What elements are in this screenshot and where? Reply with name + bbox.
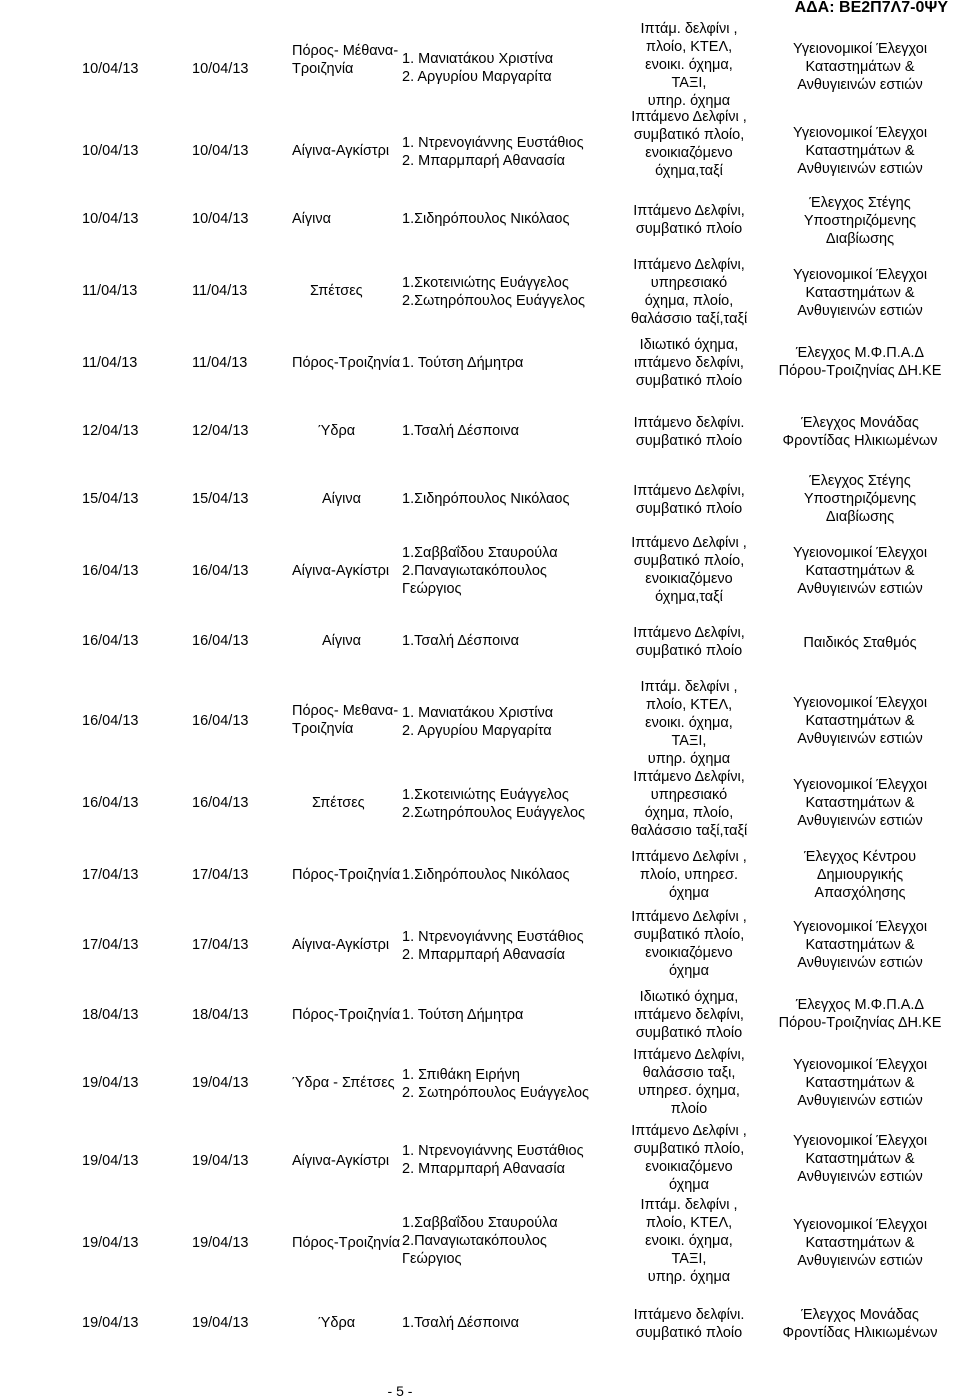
area bbox=[292, 1006, 402, 1024]
cell-line: Υγειονομικοί Έλεγχοι bbox=[792, 545, 928, 561]
date-to: 16/04/13 bbox=[192, 713, 249, 729]
cell-line: Ιπτάμ. δελφίνι , bbox=[640, 1197, 738, 1213]
date-to: 10/04/13 bbox=[192, 61, 249, 77]
inspection-type bbox=[762, 1132, 958, 1186]
area bbox=[292, 210, 402, 228]
cell-line: 2. Σωτηρόπουλος Ευάγγελος bbox=[402, 1085, 590, 1101]
cell-line: Ιπτάμενο Δελφίνι , bbox=[631, 535, 747, 551]
cell-line: συμβατικό πλοίο bbox=[635, 221, 743, 237]
cell-line: Καταστημάτων & bbox=[805, 1075, 915, 1091]
date-from: 19/04/13 bbox=[82, 1153, 139, 1169]
transport-means bbox=[620, 202, 758, 238]
cell-line: πλοίο, ΚΤΕΛ, bbox=[645, 697, 733, 713]
cell-line: ενοικι. όχημα, bbox=[645, 715, 733, 731]
cell-line: συμβατικό πλοίο bbox=[635, 643, 743, 659]
cell-line: ενοικιαζόμενο bbox=[645, 1159, 733, 1175]
cell-line: ΤΑΞΙ, bbox=[671, 1251, 707, 1267]
cell-line: Πόρος-Τροιζηνία bbox=[292, 355, 401, 371]
cell-line: 1. Τούτση Δήμητρα bbox=[402, 355, 524, 371]
cell-line: Υγειονομικοί Έλεγχοι bbox=[792, 41, 928, 57]
date-to: 17/04/13 bbox=[192, 937, 249, 953]
inspectors bbox=[402, 210, 624, 228]
cell-line: Ανθυγιεινών εστιών bbox=[797, 813, 923, 829]
cell-line: Καταστημάτων & bbox=[805, 143, 915, 159]
cell-line: Τροιζηνία bbox=[292, 61, 354, 77]
table-row bbox=[0, 534, 960, 608]
table-row bbox=[0, 1046, 960, 1120]
cell-line: ιπτάμενο δελφίνι, bbox=[634, 1007, 744, 1023]
cell-line: Ανθυγιεινών εστιών bbox=[797, 1253, 923, 1269]
cell-line: συμβατικό πλοίο bbox=[635, 1025, 743, 1041]
cell-line: υπηρ. όχημα bbox=[647, 1269, 731, 1285]
cell-line: όχημα,ταξί bbox=[655, 163, 723, 179]
cell-line: ενοικι. όχημα, bbox=[645, 1233, 733, 1249]
ada-code: ΑΔΑ: ΒΕ2Π7Λ7-0ΨΥ bbox=[794, 0, 948, 16]
cell-line: Υγειονομικοί Έλεγχοι bbox=[792, 1133, 928, 1149]
date-to: 19/04/13 bbox=[192, 1315, 249, 1331]
inspectors bbox=[402, 1214, 624, 1268]
date-to: 16/04/13 bbox=[192, 795, 249, 811]
cell-line: συμβατικό πλοίο, bbox=[633, 1141, 745, 1157]
transport-means bbox=[620, 482, 758, 518]
date-to: 19/04/13 bbox=[192, 1153, 249, 1169]
inspectors bbox=[402, 786, 624, 822]
cell-line: Διαβίωσης bbox=[825, 231, 895, 247]
cell-line: 1.Σαββαΐδου Σταυρούλα bbox=[402, 545, 558, 561]
date-to: 11/04/13 bbox=[192, 283, 248, 299]
table-row bbox=[0, 336, 960, 396]
cell-line: Ύδρα - Σπέτσες bbox=[292, 1075, 395, 1091]
table-row bbox=[0, 472, 960, 528]
cell-line: πλοίο, υπηρεσ. bbox=[639, 867, 739, 883]
cell-line: 1. Ντρενογιάννης Ευστάθιος bbox=[402, 1143, 584, 1159]
date-to: 12/04/13 bbox=[192, 423, 249, 439]
inspectors bbox=[402, 274, 624, 310]
cell-line: 1. Μανιατάκου Χριστίνα bbox=[402, 51, 554, 67]
date-to: 19/04/13 bbox=[192, 1235, 249, 1251]
inspectors bbox=[402, 544, 624, 598]
cell-line: 1.Σαββαΐδου Σταυρούλα bbox=[402, 1215, 558, 1231]
inspection-type bbox=[762, 918, 958, 972]
inspectors bbox=[402, 866, 624, 884]
cell-line: Απασχόλησης bbox=[814, 885, 906, 901]
cell-line: Ανθυγιεινών εστιών bbox=[797, 77, 923, 93]
cell-line: Πόρος- Μεθανα- bbox=[292, 703, 399, 719]
table-row bbox=[0, 1122, 960, 1196]
cell-line: Γεώργιος bbox=[402, 581, 462, 597]
area bbox=[292, 354, 402, 372]
cell-line: ενοικιαζόμενο bbox=[645, 945, 733, 961]
cell-line: θαλάσσιο ταξί,ταξί bbox=[630, 823, 748, 839]
transport-means bbox=[620, 624, 758, 660]
cell-line: Ανθυγιεινών εστιών bbox=[797, 1169, 923, 1185]
cell-line: υπηρεσ. όχημα, bbox=[638, 1083, 740, 1099]
area bbox=[292, 142, 402, 160]
cell-line: Αίγινα-Αγκίστρι bbox=[292, 1153, 390, 1169]
cell-line: Φροντίδας Ηλικιωμένων bbox=[782, 433, 938, 449]
inspectors bbox=[402, 422, 624, 440]
inspection-type bbox=[762, 1306, 958, 1342]
transport-means bbox=[620, 988, 758, 1042]
cell-line: Πόρου-Τροιζηνίας ΔΗ.ΚΕ bbox=[778, 363, 942, 379]
cell-line: Σπέτσες bbox=[312, 795, 365, 811]
date-from: 16/04/13 bbox=[82, 563, 139, 579]
area bbox=[292, 1152, 402, 1170]
cell-line: 2. Αργυρίου Μαργαρίτα bbox=[402, 723, 552, 739]
cell-line: Πόρου-Τροιζηνίας ΔΗ.ΚΕ bbox=[778, 1015, 942, 1031]
cell-line: Έλεγχος Μονάδας bbox=[801, 415, 919, 431]
cell-line: Ανθυγιεινών εστιών bbox=[797, 1093, 923, 1109]
cell-line: 2. Αργυρίου Μαργαρίτα bbox=[402, 69, 552, 85]
inspectors bbox=[402, 632, 624, 650]
date-to: 19/04/13 bbox=[192, 1075, 249, 1091]
area bbox=[292, 936, 402, 954]
inspectors bbox=[402, 490, 624, 508]
cell-line: ενοικι. όχημα, bbox=[645, 57, 733, 73]
table-row bbox=[0, 256, 960, 334]
inspection-type bbox=[762, 634, 958, 652]
inspection-type bbox=[762, 1056, 958, 1110]
cell-line: 1.Σιδηρόπουλος Νικόλαος bbox=[402, 867, 570, 883]
cell-line: συμβατικό πλοίο bbox=[635, 433, 743, 449]
cell-line: Ιπτάμενο δελφίνι. bbox=[633, 1307, 745, 1323]
cell-line: Διαβίωσης bbox=[825, 509, 895, 525]
area bbox=[292, 1234, 402, 1252]
cell-line: Έλεγχος Κέντρου bbox=[804, 849, 916, 865]
cell-line: Καταστημάτων & bbox=[805, 563, 915, 579]
cell-line: 2.Σωτηρόπουλος Ευάγγελος bbox=[402, 805, 586, 821]
date-to: 10/04/13 bbox=[192, 143, 249, 159]
date-from: 11/04/13 bbox=[82, 355, 138, 371]
date-from: 12/04/13 bbox=[82, 423, 139, 439]
cell-line: Ύδρα bbox=[318, 423, 356, 439]
table-row bbox=[0, 622, 960, 662]
cell-line: ιπτάμενο δελφίνι, bbox=[634, 355, 744, 371]
date-from: 19/04/13 bbox=[82, 1075, 139, 1091]
date-from: 10/04/13 bbox=[82, 143, 139, 159]
cell-line: Ύδρα bbox=[318, 1315, 356, 1331]
cell-line: Καταστημάτων & bbox=[805, 937, 915, 953]
cell-line: Έλεγχος Μ.Φ.Π.Α.Δ bbox=[795, 345, 925, 361]
cell-line: 1.Σιδηρόπουλος Νικόλαος bbox=[402, 211, 570, 227]
date-from: 16/04/13 bbox=[82, 795, 139, 811]
cell-line: Αίγινα bbox=[292, 211, 331, 227]
cell-line: Αίγινα-Αγκίστρι bbox=[292, 563, 390, 579]
cell-line: υπηρεσιακό bbox=[650, 787, 728, 803]
cell-line: ενοικιαζόμενο bbox=[645, 145, 733, 161]
table-row bbox=[0, 108, 960, 188]
cell-line: Ανθυγιεινών εστιών bbox=[797, 581, 923, 597]
cell-line: Ιπτάμενο Δελφίνι, bbox=[633, 625, 745, 641]
date-to: 18/04/13 bbox=[192, 1007, 249, 1023]
area bbox=[292, 562, 402, 580]
date-to: 10/04/13 bbox=[192, 211, 249, 227]
cell-line: 1.Τσαλή Δέσποινα bbox=[402, 1315, 520, 1331]
date-to: 15/04/13 bbox=[192, 491, 249, 507]
inspection-type bbox=[762, 1216, 958, 1270]
cell-line: 2.Παναγιωτακόπουλος bbox=[402, 1233, 547, 1249]
cell-line: πλοίο, ΚΤΕΛ, bbox=[645, 1215, 733, 1231]
cell-line: συμβατικό πλοίο, bbox=[633, 927, 745, 943]
cell-line: 1.Σιδηρόπουλος Νικόλαος bbox=[402, 491, 570, 507]
inspection-type bbox=[762, 472, 958, 526]
cell-line: 1.Τσαλή Δέσποινα bbox=[402, 423, 520, 439]
inspection-type bbox=[762, 414, 958, 450]
cell-line: Υποστηριζόμενης bbox=[803, 213, 917, 229]
cell-line: 1.Σκοτεινιώτης Ευάγγελος bbox=[402, 787, 569, 803]
table-row bbox=[0, 1304, 960, 1344]
cell-line: Καταστημάτων & bbox=[805, 1151, 915, 1167]
cell-line: υπηρ. όχημα bbox=[647, 93, 731, 109]
inspectors bbox=[402, 1006, 624, 1024]
cell-line: Υποστηριζόμενης bbox=[803, 491, 917, 507]
cell-line: συμβατικό πλοίο bbox=[635, 373, 743, 389]
cell-line: Έλεγχος Μ.Φ.Π.Α.Δ bbox=[795, 997, 925, 1013]
cell-line: Ιπτάμενο Δελφίνι , bbox=[631, 109, 747, 125]
date-from: 10/04/13 bbox=[82, 211, 139, 227]
cell-line: Σπέτσες bbox=[310, 283, 363, 299]
cell-line: Πόρος- Μέθανα- bbox=[292, 43, 399, 59]
cell-line: 1. Σπιθάκη Ειρήνη bbox=[402, 1067, 520, 1083]
transport-means bbox=[620, 414, 758, 450]
cell-line: Αίγινα-Αγκίστρι bbox=[292, 143, 390, 159]
cell-line: 2.Παναγιωτακόπουλος bbox=[402, 563, 547, 579]
inspection-type bbox=[762, 266, 958, 320]
cell-line: Πόρος-Τροιζηνία bbox=[292, 1235, 401, 1251]
cell-line: Υγειονομικοί Έλεγχοι bbox=[792, 1057, 928, 1073]
inspection-type bbox=[762, 694, 958, 748]
transport-means bbox=[620, 1306, 758, 1342]
date-from: 18/04/13 bbox=[82, 1007, 139, 1023]
cell-line: Αίγινα bbox=[322, 491, 361, 507]
date-from: 17/04/13 bbox=[82, 867, 139, 883]
cell-line: Ιπτάμενο Δελφίνι, bbox=[633, 1047, 745, 1063]
inspectors bbox=[402, 928, 624, 964]
date-from: 16/04/13 bbox=[82, 633, 139, 649]
area bbox=[292, 1074, 402, 1092]
cell-line: θαλάσσιο ταξι, bbox=[642, 1065, 736, 1081]
transport-means bbox=[620, 848, 758, 902]
cell-line: 1. Μανιατάκου Χριστίνα bbox=[402, 705, 554, 721]
transport-means bbox=[620, 336, 758, 390]
cell-line: Φροντίδας Ηλικιωμένων bbox=[782, 1325, 938, 1341]
cell-line: όχημα bbox=[668, 1177, 710, 1193]
table-row bbox=[0, 848, 960, 906]
date-from: 19/04/13 bbox=[82, 1315, 139, 1331]
inspection-type bbox=[762, 544, 958, 598]
cell-line: Υγειονομικοί Έλεγχοι bbox=[792, 267, 928, 283]
date-from: 15/04/13 bbox=[82, 491, 139, 507]
transport-means bbox=[620, 1122, 758, 1194]
cell-line: Ιπτάμενο Δελφίνι , bbox=[631, 849, 747, 865]
cell-line: Ανθυγιεινών εστιών bbox=[797, 955, 923, 971]
transport-means bbox=[620, 20, 758, 110]
table-row bbox=[0, 678, 960, 766]
cell-line: Καταστημάτων & bbox=[805, 59, 915, 75]
cell-line: Καταστημάτων & bbox=[805, 1235, 915, 1251]
inspection-type bbox=[762, 344, 958, 380]
cell-line: Υγειονομικοί Έλεγχοι bbox=[792, 1217, 928, 1233]
inspection-type bbox=[762, 194, 958, 248]
inspectors bbox=[402, 704, 624, 740]
inspection-type bbox=[762, 40, 958, 94]
inspection-type bbox=[762, 848, 958, 902]
area bbox=[292, 866, 402, 884]
cell-line: 2.Σωτηρόπουλος Ευάγγελος bbox=[402, 293, 586, 309]
cell-line: 1. Τούτση Δήμητρα bbox=[402, 1007, 524, 1023]
cell-line: Αίγινα bbox=[322, 633, 361, 649]
transport-means bbox=[620, 908, 758, 980]
table-row bbox=[0, 908, 960, 982]
cell-line: όχημα bbox=[668, 885, 710, 901]
transport-means bbox=[620, 534, 758, 606]
cell-line: όχημα bbox=[668, 963, 710, 979]
cell-line: Υγειονομικοί Έλεγχοι bbox=[792, 919, 928, 935]
transport-means bbox=[620, 1046, 758, 1118]
cell-line: Υγειονομικοί Έλεγχοι bbox=[792, 695, 928, 711]
date-from: 10/04/13 bbox=[82, 61, 139, 77]
cell-line: 2. Μπαρμπαρή Αθανασία bbox=[402, 947, 566, 963]
cell-line: Γεώργιος bbox=[402, 1251, 462, 1267]
cell-line: Πόρος-Τροιζηνία bbox=[292, 867, 401, 883]
inspection-type bbox=[762, 124, 958, 178]
cell-line: Ανθυγιεινών εστιών bbox=[797, 303, 923, 319]
cell-line: Ιπτάμενο Δελφίνι , bbox=[631, 909, 747, 925]
cell-line: Υγειονομικοί Έλεγχοι bbox=[792, 777, 928, 793]
date-to: 16/04/13 bbox=[192, 563, 249, 579]
cell-line: θαλάσσιο ταξί,ταξί bbox=[630, 311, 748, 327]
date-to: 11/04/13 bbox=[192, 355, 248, 371]
cell-line: Ιδιωτικό όχημα, bbox=[639, 989, 739, 1005]
cell-line: 1.Σκοτεινιώτης Ευάγγελος bbox=[402, 275, 569, 291]
cell-line: Καταστημάτων & bbox=[805, 713, 915, 729]
inspectors bbox=[402, 354, 624, 372]
cell-line: 2. Μπαρμπαρή Αθανασία bbox=[402, 153, 566, 169]
table-row bbox=[0, 768, 960, 842]
transport-means bbox=[620, 768, 758, 840]
cell-line: όχημα, πλοίο, bbox=[644, 293, 734, 309]
cell-line: Ιπτάμενο Δελφίνι, bbox=[633, 257, 745, 273]
table-row bbox=[0, 412, 960, 452]
cell-line: Ιδιωτικό όχημα, bbox=[639, 337, 739, 353]
cell-line: υπηρεσιακό bbox=[650, 275, 728, 291]
cell-line: Ιπτάμενο Δελφίνι , bbox=[631, 1123, 747, 1139]
cell-line: Ιπτάμενο Δελφίνι, bbox=[633, 483, 745, 499]
cell-line: όχημα, πλοίο, bbox=[644, 805, 734, 821]
date-from: 11/04/13 bbox=[82, 283, 138, 299]
cell-line: 1.Τσαλή Δέσποινα bbox=[402, 633, 520, 649]
cell-line: Παιδικός Σταθμός bbox=[803, 635, 917, 651]
cell-line: συμβατικό πλοίο, bbox=[633, 127, 745, 143]
table-row bbox=[0, 194, 960, 250]
cell-line: Αίγινα-Αγκίστρι bbox=[292, 937, 390, 953]
cell-line: Έλεγχος Μονάδας bbox=[801, 1307, 919, 1323]
cell-line: Ανθυγιεινών εστιών bbox=[797, 161, 923, 177]
inspection-type bbox=[762, 776, 958, 830]
cell-line: 1. Ντρενογιάννης Ευστάθιος bbox=[402, 135, 584, 151]
transport-means bbox=[620, 108, 758, 180]
cell-line: Ιπτάμενο δελφίνι. bbox=[633, 415, 745, 431]
table-row bbox=[0, 1196, 960, 1286]
page-number: - 5 - bbox=[387, 1383, 413, 1399]
cell-line: Ιπτάμενο Δελφίνι, bbox=[633, 203, 745, 219]
cell-line: Καταστημάτων & bbox=[805, 795, 915, 811]
cell-line: Δημιουργικής bbox=[816, 867, 904, 883]
cell-line: Έλεγχος Στέγης bbox=[809, 473, 911, 489]
date-to: 16/04/13 bbox=[192, 633, 249, 649]
cell-line: ΤΑΞΙ, bbox=[671, 733, 707, 749]
cell-line: Ιπτάμ. δελφίνι , bbox=[640, 21, 738, 37]
cell-line: Ανθυγιεινών εστιών bbox=[797, 731, 923, 747]
inspectors bbox=[402, 134, 624, 170]
cell-line: 2. Μπαρμπαρή Αθανασία bbox=[402, 1161, 566, 1177]
cell-line: υπηρ. όχημα bbox=[647, 751, 731, 767]
cell-line: πλοίο bbox=[670, 1101, 708, 1117]
inspectors bbox=[402, 50, 624, 86]
date-from: 16/04/13 bbox=[82, 713, 139, 729]
cell-line: ενοικιαζόμενο bbox=[645, 571, 733, 587]
inspection-type bbox=[762, 996, 958, 1032]
table-row bbox=[0, 988, 960, 1044]
area bbox=[292, 702, 402, 738]
inspectors bbox=[402, 1314, 624, 1332]
cell-line: Υγειονομικοί Έλεγχοι bbox=[792, 125, 928, 141]
inspectors bbox=[402, 1142, 624, 1178]
table-row bbox=[0, 20, 960, 109]
cell-line: ΤΑΞΙ, bbox=[671, 75, 707, 91]
cell-line: Ιπτάμ. δελφίνι , bbox=[640, 679, 738, 695]
cell-line: πλοίο, ΚΤΕΛ, bbox=[645, 39, 733, 55]
cell-line: Ιπτάμενο Δελφίνι, bbox=[633, 769, 745, 785]
cell-line: συμβατικό πλοίο, bbox=[633, 553, 745, 569]
transport-means bbox=[620, 256, 758, 328]
date-to: 17/04/13 bbox=[192, 867, 249, 883]
cell-line: συμβατικό πλοίο bbox=[635, 1325, 743, 1341]
area bbox=[292, 42, 402, 78]
date-from: 19/04/13 bbox=[82, 1235, 139, 1251]
date-from: 17/04/13 bbox=[82, 937, 139, 953]
transport-means bbox=[620, 678, 758, 768]
cell-line: Έλεγχος Στέγης bbox=[809, 195, 911, 211]
inspectors bbox=[402, 1066, 624, 1102]
cell-line: Τροιζηνία bbox=[292, 721, 354, 737]
cell-line: συμβατικό πλοίο bbox=[635, 501, 743, 517]
cell-line: όχημα,ταξί bbox=[655, 589, 723, 605]
cell-line: Πόρος-Τροιζηνία bbox=[292, 1007, 401, 1023]
transport-means bbox=[620, 1196, 758, 1286]
cell-line: 1. Ντρενογιάννης Ευστάθιος bbox=[402, 929, 584, 945]
cell-line: Καταστημάτων & bbox=[805, 285, 915, 301]
